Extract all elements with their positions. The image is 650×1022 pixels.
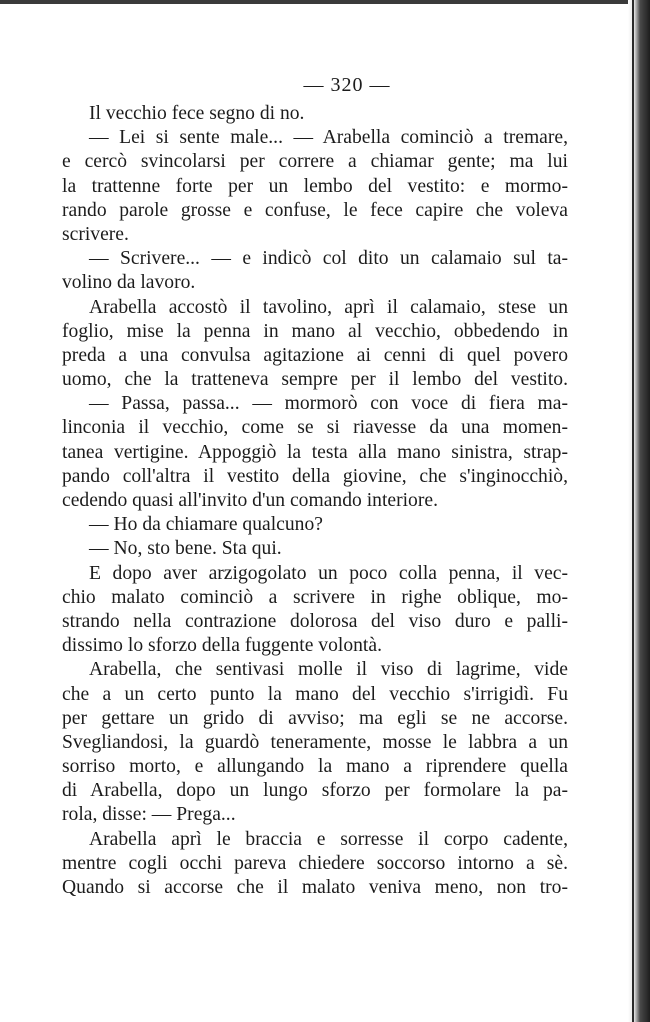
text-line: e cercò svincolarsi per correre a chiamar gente; ma lui <box>62 151 568 173</box>
page-text <box>62 102 568 900</box>
text-line: — Passa, passa... — mormorò con voce di fiera ma- <box>89 393 568 415</box>
text-line: preda a una convulsa agitazione ai cenni di quel povero <box>62 344 568 366</box>
text-line: cedendo quasi all'invito d'un comando interiore. <box>62 490 438 511</box>
text-line: chio malato cominciò a scrivere in righe oblique, mo- <box>62 586 568 608</box>
text-line: Arabella accostò il tavolino, aprì il calamaio, stese un <box>89 296 568 318</box>
book-page <box>62 70 568 900</box>
text-line: tanea vertigine. Appoggiò la testa alla mano sinistra, strap- <box>62 441 568 463</box>
text-line: scrivere. <box>62 223 129 245</box>
text-line: di Arabella, dopo un lungo sforzo per formolare la pa- <box>62 780 568 802</box>
text-line: per gettare un grido di avviso; ma egli se ne accorse. <box>62 707 568 729</box>
text-line: la trattenne forte per un lembo del vestito: e mormo- <box>62 175 568 197</box>
text-line: Arabella aprì le braccia e sorresse il corpo cadente, <box>89 828 568 850</box>
text-line: — Scrivere... — e indicò col dito un calamaio sul ta- <box>89 248 568 270</box>
text-line: — Lei si sente male... — Arabella cominciò a tremare, <box>89 127 568 149</box>
book-binding-line <box>632 0 634 1022</box>
text-line: Svegliandosi, la guardò teneramente, mosse le labbra a un <box>62 731 568 753</box>
text-line: rando parole grosse e confuse, le fece capire che voleva <box>62 199 568 221</box>
text-line: foglio, mise la penna in mano al vecchio, obbedendo in <box>62 320 568 342</box>
text-line: Arabella, che sentivasi molle il viso di lagrime, vide <box>89 659 568 681</box>
text-line: linconia il vecchio, come se si riavesse da una momen- <box>62 417 568 439</box>
text-line: uomo, che la tratteneva sempre per il lembo del vestito. <box>62 369 568 391</box>
page-top-edge <box>0 0 650 4</box>
text-line: dissimo lo sforzo della fuggente volontà. <box>62 635 382 657</box>
text-line: — Ho da chiamare qualcuno? <box>89 514 323 536</box>
text-line: E dopo aver arzigogolato un poco colla penna, il vec- <box>89 562 568 584</box>
text-line: volino da lavoro. <box>62 272 196 294</box>
text-line: strando nella contrazione dolorosa del viso duro e palli- <box>62 610 568 632</box>
text-line: mentre cogli occhi pareva chiedere soccorso intorno a sè. <box>62 852 568 874</box>
text-line: — No, sto bene. Sta qui. <box>89 538 282 560</box>
text-line: sorriso morto, e allungando la mano a riprendere quella <box>62 756 568 778</box>
page-number: — 320 — <box>303 74 391 96</box>
text-line: Il vecchio fece segno di no. <box>89 103 305 124</box>
text-line: pando coll'altra il vestito della giovine, che s'inginocchiò, <box>62 465 568 487</box>
text-line: che a un certo punto la mano del vecchio s'irrigidì. Fu <box>62 683 568 705</box>
text-line: Quando si accorse che il malato veniva meno, non tro- <box>62 877 568 898</box>
text-line: rola, disse: — Prega... <box>62 804 236 826</box>
